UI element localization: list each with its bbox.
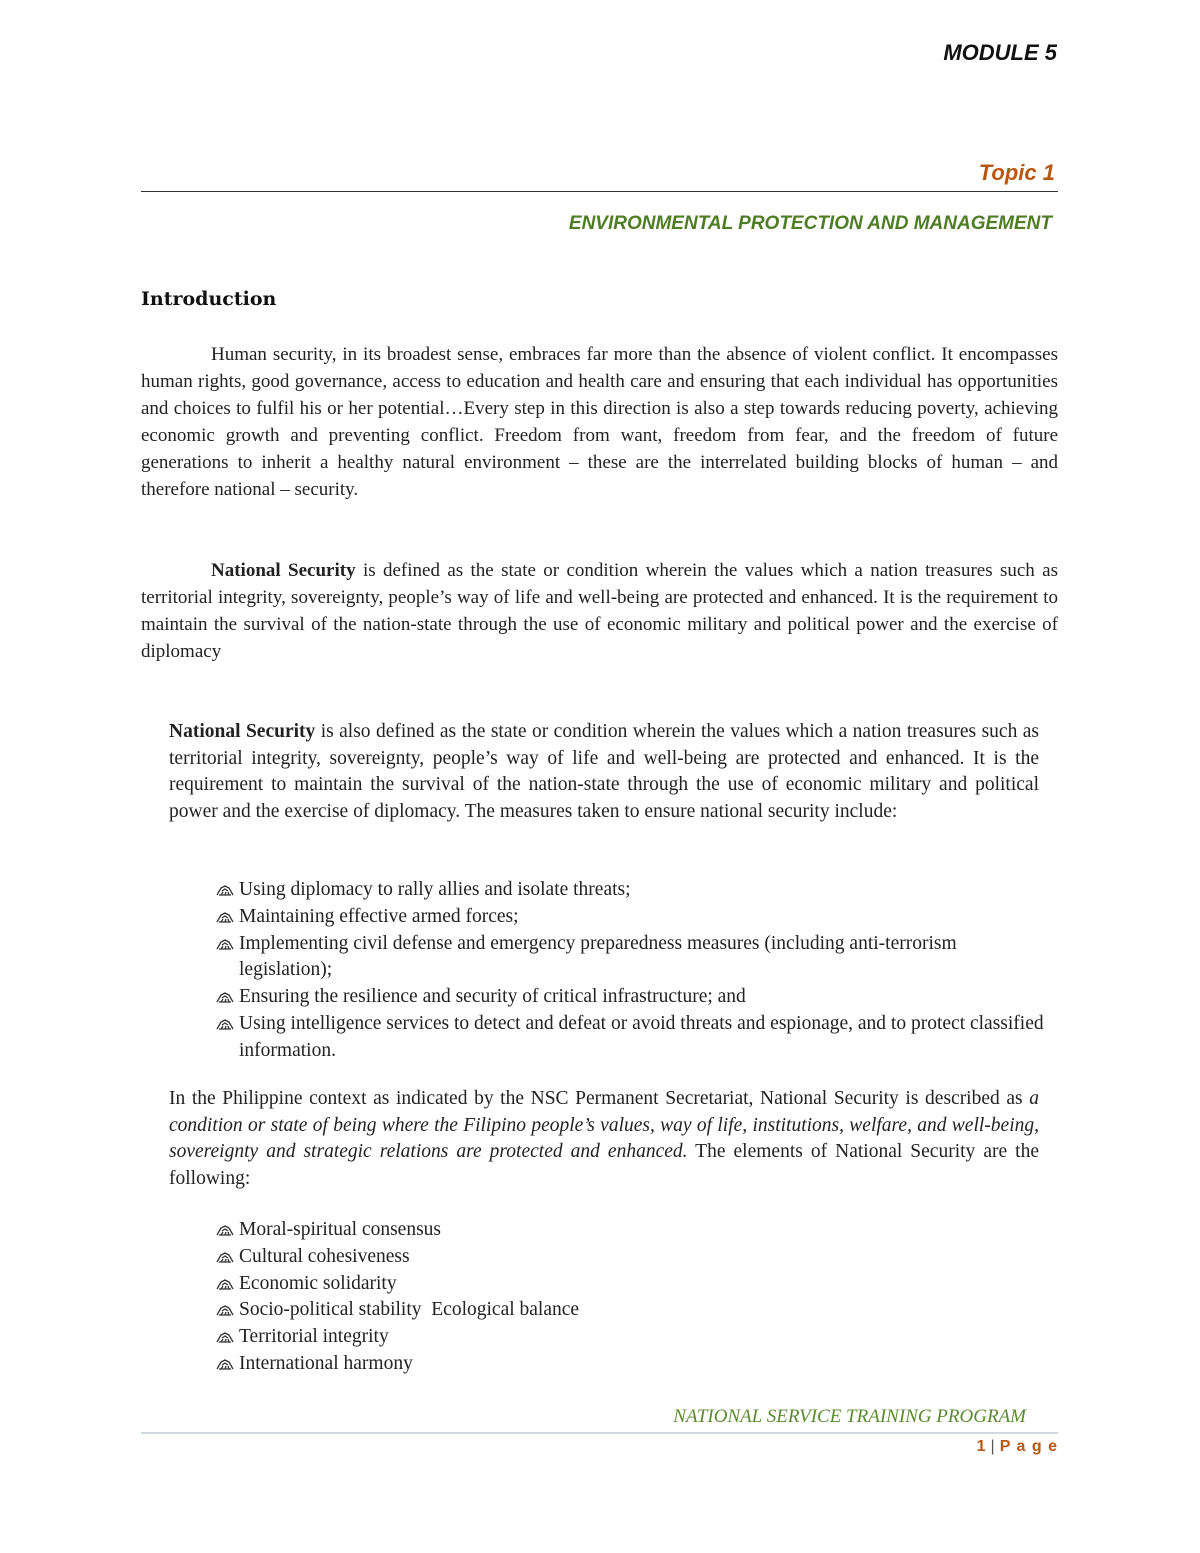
footer-program-title: NATIONAL SERVICE TRAINING PROGRAM (673, 1406, 1026, 1427)
handshake-icon (215, 1223, 235, 1239)
handshake-icon (215, 990, 235, 1006)
header-divider (141, 191, 1058, 192)
page-number (977, 1438, 1058, 1456)
handshake-icon (215, 1357, 235, 1373)
list-item: Economic solidarity (215, 1271, 1045, 1298)
list-item: Maintaining effective armed forces; (215, 904, 1045, 931)
footer-divider (141, 1432, 1058, 1434)
page-number-value: 1 (976, 1438, 987, 1455)
list-item: Implementing civil defense and emergency preparedness measures (including anti-terrorism legislation); (215, 931, 1045, 985)
list-item: Using diplomacy to rally allies and isolate threats; (215, 877, 1045, 904)
definition-quote: a condition or state of being where the Filipino people’s values, way of life, institutions, welfare, and well-being, sovereignty and strategic relations are protected and enhanced. (169, 1088, 1039, 1162)
national-security-term: National Security (169, 721, 316, 742)
topic-title: ENVIRONMENTAL PROTECTION AND MANAGEMENT (568, 213, 1052, 234)
handshake-icon (215, 1303, 235, 1319)
page-number-separator: | (990, 1438, 996, 1455)
list-item: Socio-political stability Ecological balance (215, 1297, 1045, 1324)
handshake-icon (215, 1250, 235, 1266)
intro-paragraph-2-text: is defined as the state or condition wherein the values which a nation treasures such as territorial integrity, sovereignty, people’s way of life and well-being are protected and enhanced. It is the requirement to maintain the survival of the nation-state through the use of economic military and political power and the exercise of diplomacy (141, 560, 1058, 662)
module-label: MODULE 5 (943, 40, 1057, 65)
topic-label: Topic 1 (978, 160, 1055, 185)
handshake-icon (215, 1017, 235, 1033)
intro-paragraph-2 (141, 557, 1058, 665)
handshake-icon (215, 1277, 235, 1293)
list-item: Cultural cohesiveness (215, 1244, 1045, 1271)
measures-list (215, 877, 1045, 1065)
handshake-icon (215, 937, 235, 953)
elements-list (215, 1217, 1045, 1378)
definition-paragraph (169, 719, 1039, 825)
introduction-heading: Introduction (141, 288, 277, 310)
list-item: International harmony (215, 1351, 1045, 1378)
intro-paragraph-1 (141, 341, 1058, 503)
intro-paragraph-1-text: Human security, in its broadest sense, embraces far more than the absence of violent conflict. It encompasses human rights, good governance, access to education and health care and ensuring that each individual has opportunities and choices to fulfil his or her potential…Every step in this direction is also a step towards reducing poverty, achieving economic growth and preventing conflict. Freedom from want, freedom from fear, and the freedom of future generations to inherit a healthy natural environment – these are the interrelated building blocks of human – and therefore national – security. (141, 344, 1058, 500)
handshake-icon (215, 883, 235, 899)
philippine-context-paragraph: In the Philippine context as indicated by the NSC Permanent Secretariat, National Security is described as a condition or state of being where the Filipino people’s values, way of life, institutions, welfare, and well-being, sovereignty and strategic relations are protected and enhanced. The elements of National Security are the following: (169, 1088, 1039, 1189)
page-word: P a g e (999, 1438, 1058, 1455)
list-item: Using intelligence services to detect and defeat or avoid threats and espionage, and to protect classified information. (215, 1011, 1045, 1065)
national-security-term: National Security (211, 560, 356, 581)
handshake-icon (215, 910, 235, 926)
handshake-icon (215, 1330, 235, 1346)
list-item: Ensuring the resilience and security of critical infrastructure; and (215, 984, 1045, 1011)
list-item: Moral-spiritual consensus (215, 1217, 1045, 1244)
list-item: Territorial integrity (215, 1324, 1045, 1351)
definition-paragraph-text: is also defined as the state or condition wherein the values which a nation treasures such as territorial integrity, sovereignty, people’s way of life and well-being are protected and enhanced. It is the requirement to maintain the survival of the nation-state through the use of economic military and political power and the exercise of diplomacy. The measures taken to ensure national security include: (169, 721, 1039, 822)
